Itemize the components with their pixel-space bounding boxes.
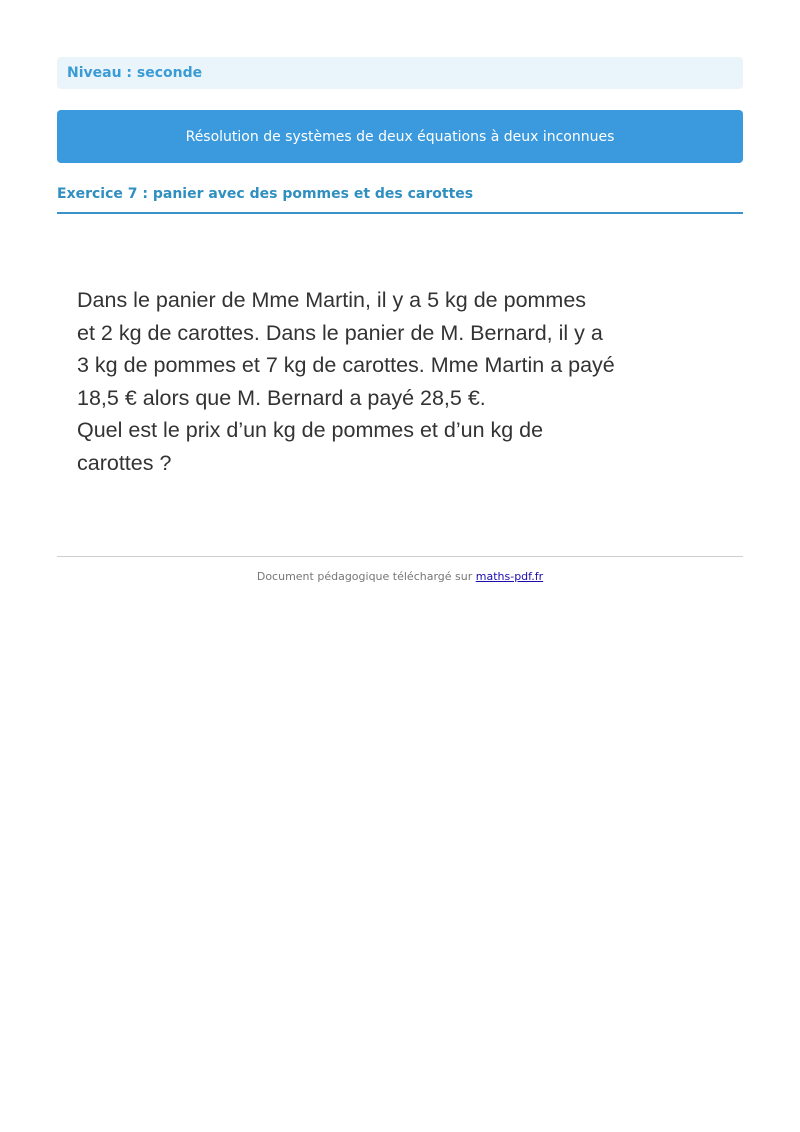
document-page [57, 57, 743, 479]
statement-line: et 2 kg de carottes. Dans le panier de M. Bernard, il y a [77, 320, 603, 345]
statement-line: 3 kg de pommes et 7 kg de carottes. Mme Martin a payé [77, 353, 615, 377]
statement-line: Dans le panier de Mme Martin, il y a 5 kg de pommes [77, 288, 587, 312]
footer [57, 570, 743, 583]
chapter-banner [57, 110, 743, 163]
level-label: Niveau : seconde [67, 65, 203, 81]
chapter-title: Résolution de systèmes de deux équations à deux inconnues [185, 128, 615, 145]
level-banner [57, 57, 743, 89]
footer-divider [57, 556, 743, 557]
statement-line: Quel est le prix d’un kg de pommes et d’un kg de [77, 418, 544, 442]
footer-text: Document pédagogique téléchargé sur [256, 570, 476, 583]
footer-link[interactable]: maths-pdf.fr [475, 570, 544, 583]
statement-line: 18,5 € alors que M. Bernard a payé 28,5 €. [77, 385, 486, 410]
statement-line: carottes ? [77, 450, 172, 475]
exercise-statement [57, 284, 677, 479]
exercise-title: Exercice 7 : panier avec des pommes et des carottes [57, 186, 743, 214]
